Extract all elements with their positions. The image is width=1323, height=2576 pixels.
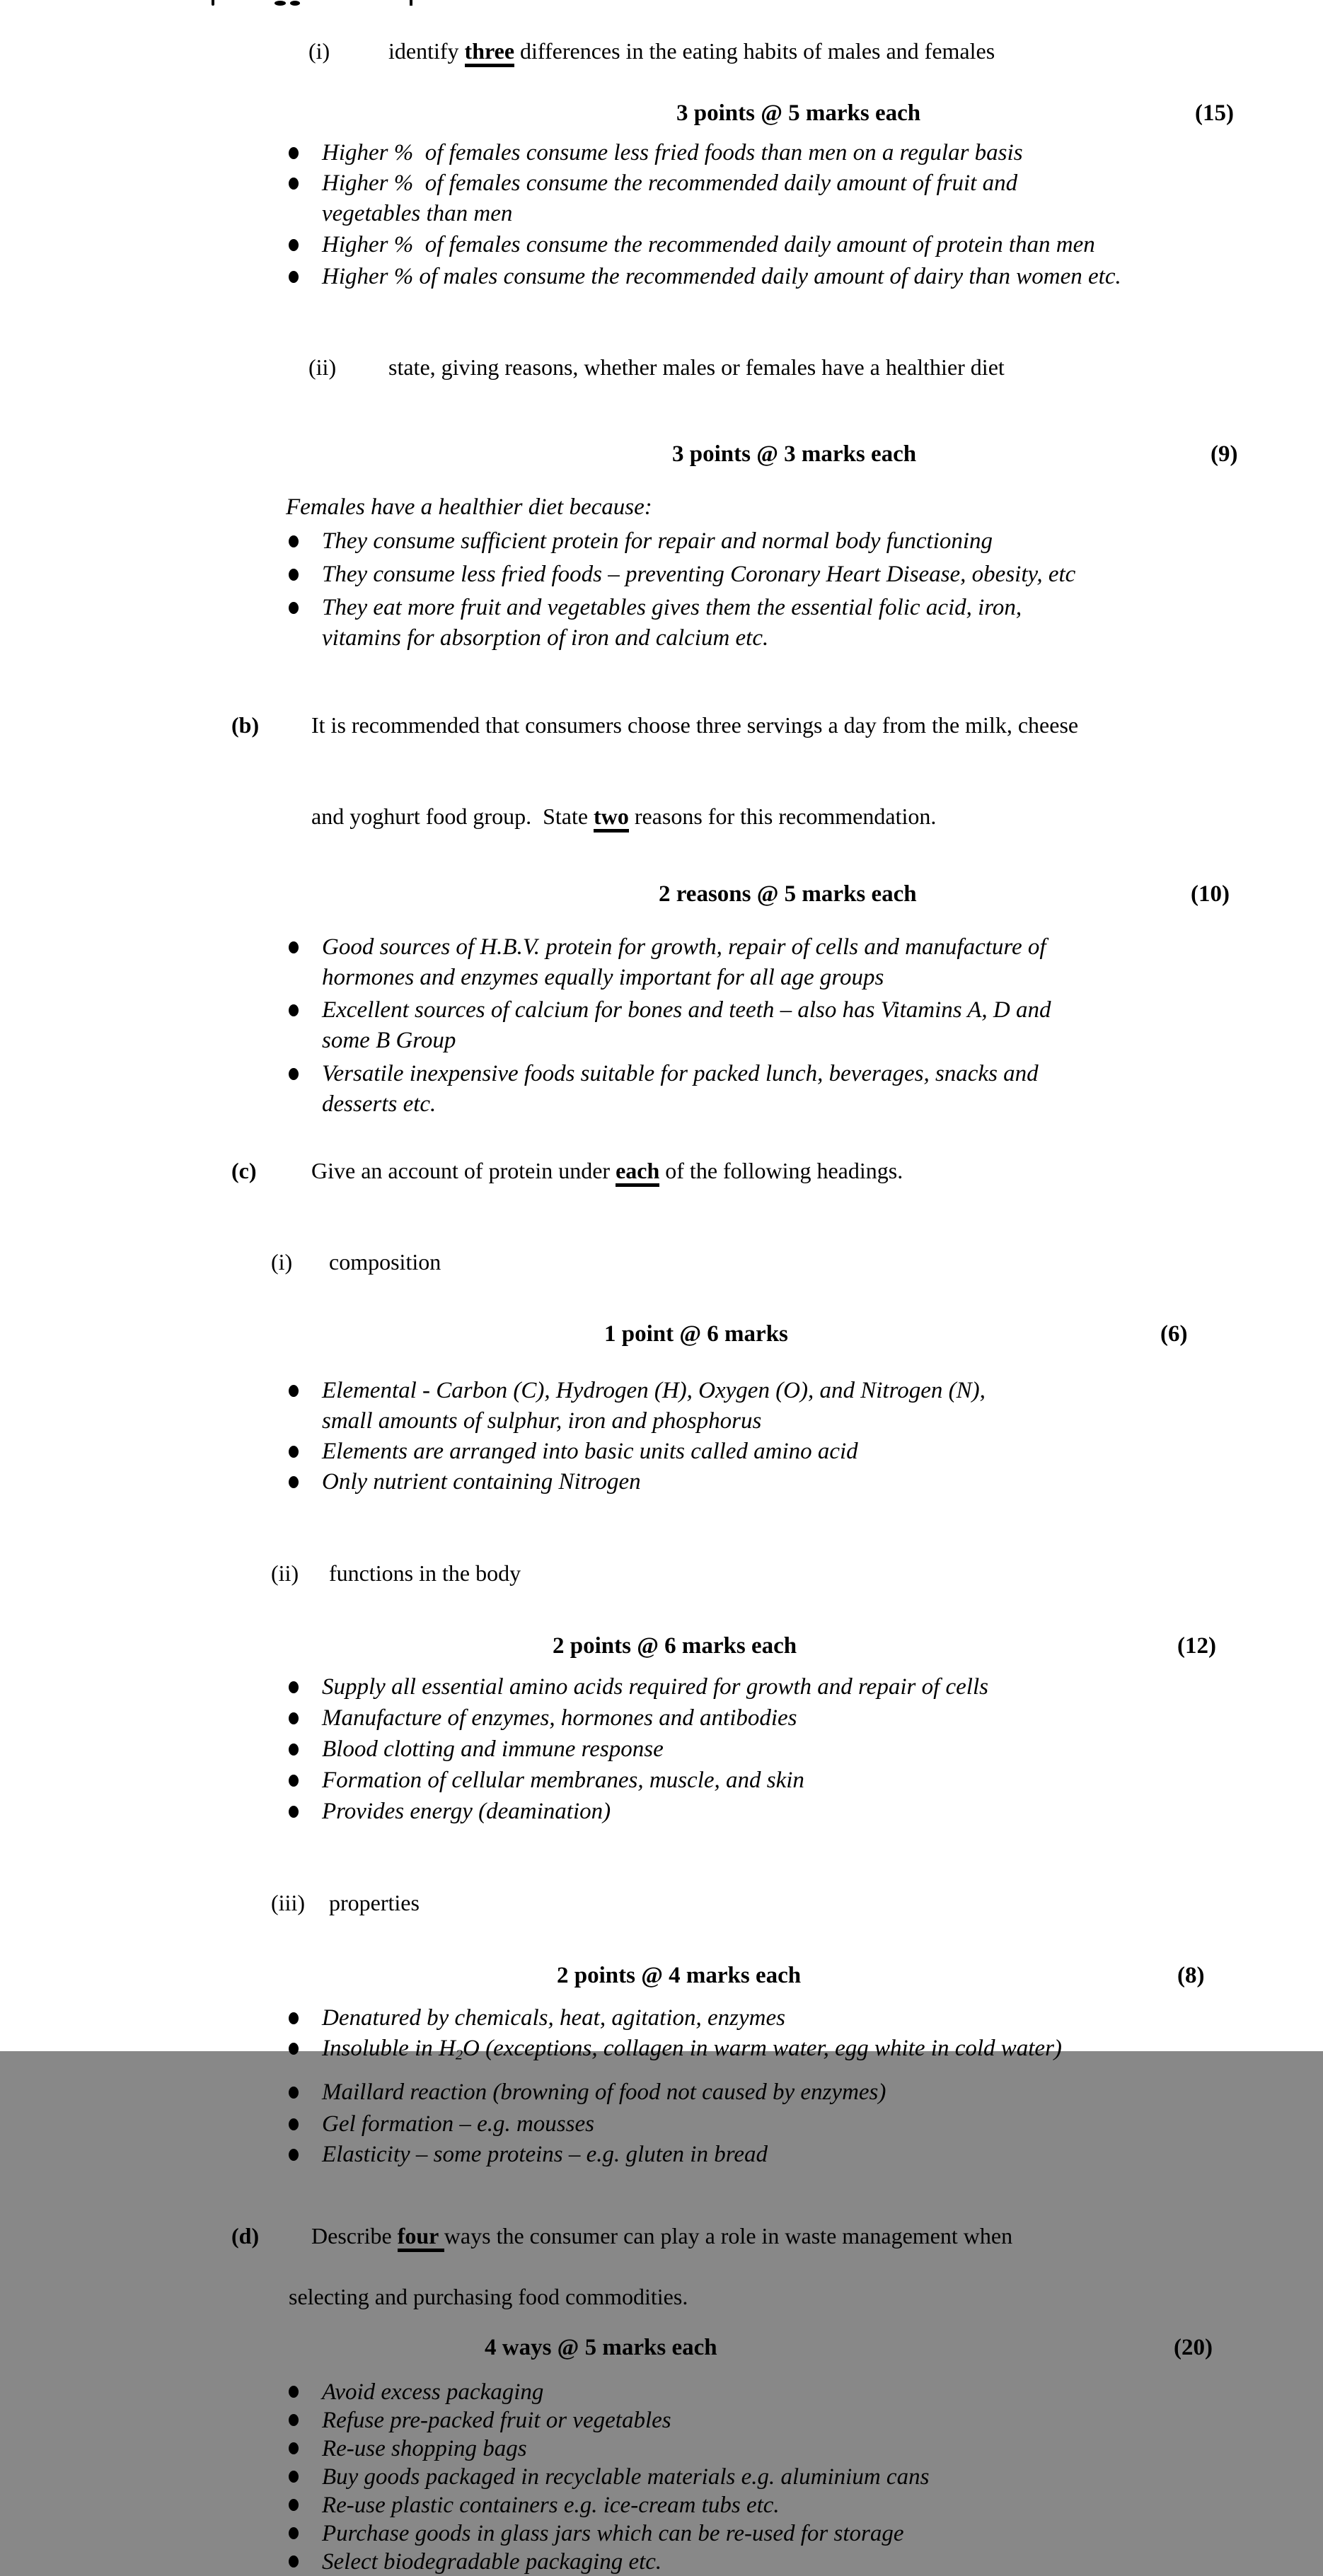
question-text: It is recommended that consumers choose three servings a day from the milk, cheese (311, 712, 1079, 738)
emphasized-word: each (616, 1158, 659, 1187)
subheading-c-iii (0, 1857, 1323, 1949)
bullet-text: Select biodegradable packaging etc. (322, 2548, 662, 2575)
bullet-text: some B Group (322, 1028, 456, 1053)
bullet-icon (289, 2442, 299, 2454)
bullet-text: vegetables than men (322, 201, 513, 226)
marks-heading: 2 points @ 4 marks each (557, 1963, 802, 1988)
marks-line (0, 2333, 1323, 2363)
bullet-text: Formation of cellular membranes, muscle, and skin (322, 1768, 804, 1793)
bullet-item (0, 2140, 1323, 2170)
numeral-label: (iii) (271, 1890, 305, 1915)
marks-line (0, 879, 1323, 910)
section-label: (b) (231, 712, 260, 738)
bullet-item (0, 2463, 1323, 2491)
bullet-item (0, 1376, 1323, 1437)
bullet-text: Re-use plastic containers e.g. ice-cream tubs etc. (322, 2492, 780, 2518)
bullet-item (0, 2548, 1323, 2576)
question-text: reasons for this recommendation. (628, 803, 937, 829)
bullet-icon (289, 1744, 299, 1756)
bullet-icon (289, 1476, 299, 1488)
bullet-icon (289, 1385, 299, 1397)
numeral-label: (ii) (308, 354, 337, 380)
bullet-item (0, 262, 1323, 292)
bullet-text: Good sources of H.B.V. protein for growth, repair of cells and manufacture of (322, 934, 1046, 960)
bullet-icon (289, 1004, 299, 1016)
bullet-item (0, 168, 1323, 229)
bullet-item (0, 138, 1323, 168)
bullet-text: Higher % of females consume the recommended daily amount of fruit and (322, 170, 1018, 196)
bullet-text: Higher % of males consume the recommended daily amount of dairy than women etc. (322, 264, 1121, 289)
bullet-item (0, 2378, 1323, 2406)
bullet-text: Provides energy (deamination) (322, 1799, 611, 1824)
marks-total: (10) (1191, 881, 1230, 907)
question-text: state, giving reasons, whether males or females have a healthier diet (388, 354, 1005, 380)
bullet-icon (289, 2118, 299, 2130)
marks-total: (20) (1174, 2334, 1213, 2360)
cropped-glyph-fragment (212, 0, 214, 6)
question-text: ways the consumer can play a role in waste management when (444, 2222, 1013, 2249)
subheading-text: properties (329, 1890, 420, 1915)
bullet-text-formula (322, 2033, 1323, 2071)
bullet-item (0, 1467, 1323, 1497)
bullet-icon (289, 1712, 299, 1724)
question-b-line2 (0, 771, 1323, 862)
emphasized-word: three (465, 38, 514, 67)
subheading-c-i (0, 1217, 1323, 1308)
bullet-icon (289, 239, 299, 251)
bullet-item (0, 1437, 1323, 1467)
bullet-item (0, 1672, 1323, 1702)
bullet-text: Purchase goods in glass jars which can be re-used for storage (322, 2520, 904, 2546)
bullet-icon (289, 1446, 299, 1458)
marks-heading: 4 ways @ 5 marks each (485, 2334, 717, 2360)
question-a-i (0, 6, 1323, 97)
bullet-item (0, 2033, 1323, 2071)
bullet-item (0, 593, 1323, 654)
question-text: Give an account of protein under (311, 1158, 616, 1183)
bullet-icon (289, 2386, 299, 2398)
marks-heading: 3 points @ 3 marks each (672, 441, 917, 467)
bullet-text: They consume sufficient protein for repair and normal body functioning (322, 528, 993, 554)
marks-line (0, 1631, 1323, 1661)
bullet-icon (289, 147, 299, 159)
marks-heading: 1 point @ 6 marks (604, 1321, 788, 1347)
bullet-item (0, 559, 1323, 590)
emphasized-word: two (594, 803, 629, 832)
bullet-text: hormones and enzymes equally important for all age groups (322, 965, 884, 990)
emphasized-word: four (398, 2223, 444, 2252)
bullet-icon (289, 2499, 299, 2511)
marks-total: (15) (1195, 100, 1234, 126)
bullet-item (0, 230, 1323, 260)
bullet-item (0, 1765, 1323, 1796)
bullet-icon (289, 569, 299, 581)
marks-heading: 2 points @ 6 marks each (553, 1633, 797, 1659)
section-label: (c) (231, 1158, 257, 1183)
bullet-icon (289, 1806, 299, 1818)
bullet-text: They eat more fruit and vegetables gives them the essential folic acid, iron, (322, 595, 1022, 620)
bullet-text: Elements are arranged into basic units called amino acid (322, 1439, 858, 1464)
question-text: and yoghurt food group. State (311, 803, 594, 829)
bullet-icon (289, 602, 299, 614)
question-c (0, 1125, 1323, 1217)
question-d-line2: selecting and purchasing food commodities. (289, 2283, 688, 2309)
question-text: differences in the eating habits of males and females (514, 38, 995, 64)
subheading-text: composition (329, 1249, 441, 1275)
bullet-icon (289, 2471, 299, 2483)
bullet-text: Blood clotting and immune response (322, 1736, 664, 1762)
bullet-item (0, 2077, 1323, 2108)
subscript-text: 2 (455, 2047, 463, 2063)
bullet-icon (289, 2149, 299, 2161)
cropped-glyph-fragment (410, 0, 412, 6)
bullet-text: Only nutrient containing Nitrogen (322, 1469, 641, 1495)
bullet-item (0, 2109, 1323, 2140)
bullet-icon (289, 2555, 299, 2568)
bullet-text: Buy goods packaged in recyclable materials e.g. aluminium cans (322, 2464, 930, 2490)
marks-line (0, 439, 1323, 470)
formula-text: O (exceptions, collagen in warm water, egg white in cold water) (463, 2036, 1062, 2061)
bullet-item (0, 2406, 1323, 2435)
bullet-text: desserts etc. (322, 1091, 437, 1117)
bullet-icon (289, 941, 299, 953)
formula-text: Insoluble in H (322, 2036, 456, 2061)
bullet-text: vitamins for absorption of iron and calcium etc. (322, 625, 769, 651)
bullet-text: Denatured by chemicals, heat, agitation, enzymes (322, 2005, 785, 2031)
section-label: (d) (231, 2222, 260, 2249)
bullet-text: Gel formation – e.g. mousses (322, 2111, 594, 2137)
bullet-text: Maillard reaction (browning of food not caused by enzymes) (322, 2079, 886, 2105)
bullet-text: small amounts of sulphur, iron and phosphorus (322, 1408, 762, 1434)
bullet-text: Versatile inexpensive foods suitable for packed lunch, beverages, snacks and (322, 1061, 1039, 1086)
bullet-item (0, 526, 1323, 557)
cropped-previous-line (0, 0, 1323, 6)
subheading-c-ii (0, 1528, 1323, 1619)
bullet-text: Supply all essential amino acids required for growth and repair of cells (322, 1674, 988, 1700)
marks-line (0, 1961, 1323, 1991)
marks-total: (6) (1160, 1321, 1188, 1347)
bullet-item (0, 1734, 1323, 1765)
bullet-text: Avoid excess packaging (322, 2379, 544, 2405)
bullet-item (0, 1797, 1323, 1827)
bullet-text: Manufacture of enzymes, hormones and antibodies (322, 1705, 797, 1731)
bullet-text: Higher % of females consume the recommended daily amount of protein than men (322, 232, 1095, 257)
question-text: identify (388, 38, 465, 64)
bullet-item (0, 995, 1323, 1056)
bullet-icon (289, 1681, 299, 1693)
marks-heading: 3 points @ 5 marks each (676, 100, 921, 126)
subheading-text: functions in the body (329, 1560, 521, 1586)
bullet-text: Elemental - Carbon (C), Hydrogen (H), Oxygen (O), and Nitrogen (N), (322, 1378, 986, 1403)
bullet-text: Excellent sources of calcium for bones and teeth – also has Vitamins A, D and (322, 997, 1051, 1023)
bullet-text: They consume less fried foods – preventing Coronary Heart Disease, obesity, etc (322, 562, 1076, 587)
numeral-label: (ii) (271, 1560, 299, 1586)
bullet-item (0, 2003, 1323, 2033)
question-d (0, 2191, 1323, 2282)
bullet-icon (289, 1068, 299, 1080)
marks-line (0, 98, 1323, 129)
marks-heading: 2 reasons @ 5 marks each (659, 881, 917, 907)
bullet-icon (289, 2414, 299, 2426)
bullet-item (0, 1059, 1323, 1120)
bullet-text: Elasticity – some proteins – e.g. gluten in bread (322, 2141, 768, 2167)
marks-line (0, 1319, 1323, 1350)
bullet-item (0, 2519, 1323, 2548)
bullet-item (0, 2491, 1323, 2519)
question-text: of the following headings. (659, 1158, 903, 1183)
marks-total: (9) (1211, 441, 1238, 467)
bullet-item (0, 2435, 1323, 2463)
question-b (0, 680, 1323, 771)
bullet-icon (289, 2527, 299, 2539)
numeral-label: (i) (308, 38, 330, 64)
bullet-icon (289, 2087, 299, 2099)
bullet-item (0, 932, 1323, 993)
bullet-icon (289, 178, 299, 190)
bullet-icon (289, 2043, 299, 2055)
marks-total: (8) (1177, 1963, 1205, 1988)
cropped-glyph-fragment (275, 1, 286, 6)
bullet-icon (289, 2012, 299, 2024)
bullet-icon (289, 535, 299, 547)
bullet-text: Re-use shopping bags (322, 2435, 527, 2461)
marks-total: (12) (1177, 1633, 1216, 1659)
question-text: Describe (311, 2222, 398, 2249)
answer-intro: Females have a healthier diet because: (286, 494, 652, 520)
numeral-label: (i) (271, 1249, 293, 1275)
bullet-icon (289, 1775, 299, 1787)
bullet-icon (289, 271, 299, 283)
cropped-glyph-fragment (290, 1, 300, 6)
bullet-text: Higher % of females consume less fried foods than men on a regular basis (322, 140, 1023, 166)
bullet-text: Refuse pre-packed fruit or vegetables (322, 2407, 671, 2433)
bullet-item (0, 1703, 1323, 1734)
question-a-ii (0, 322, 1323, 413)
